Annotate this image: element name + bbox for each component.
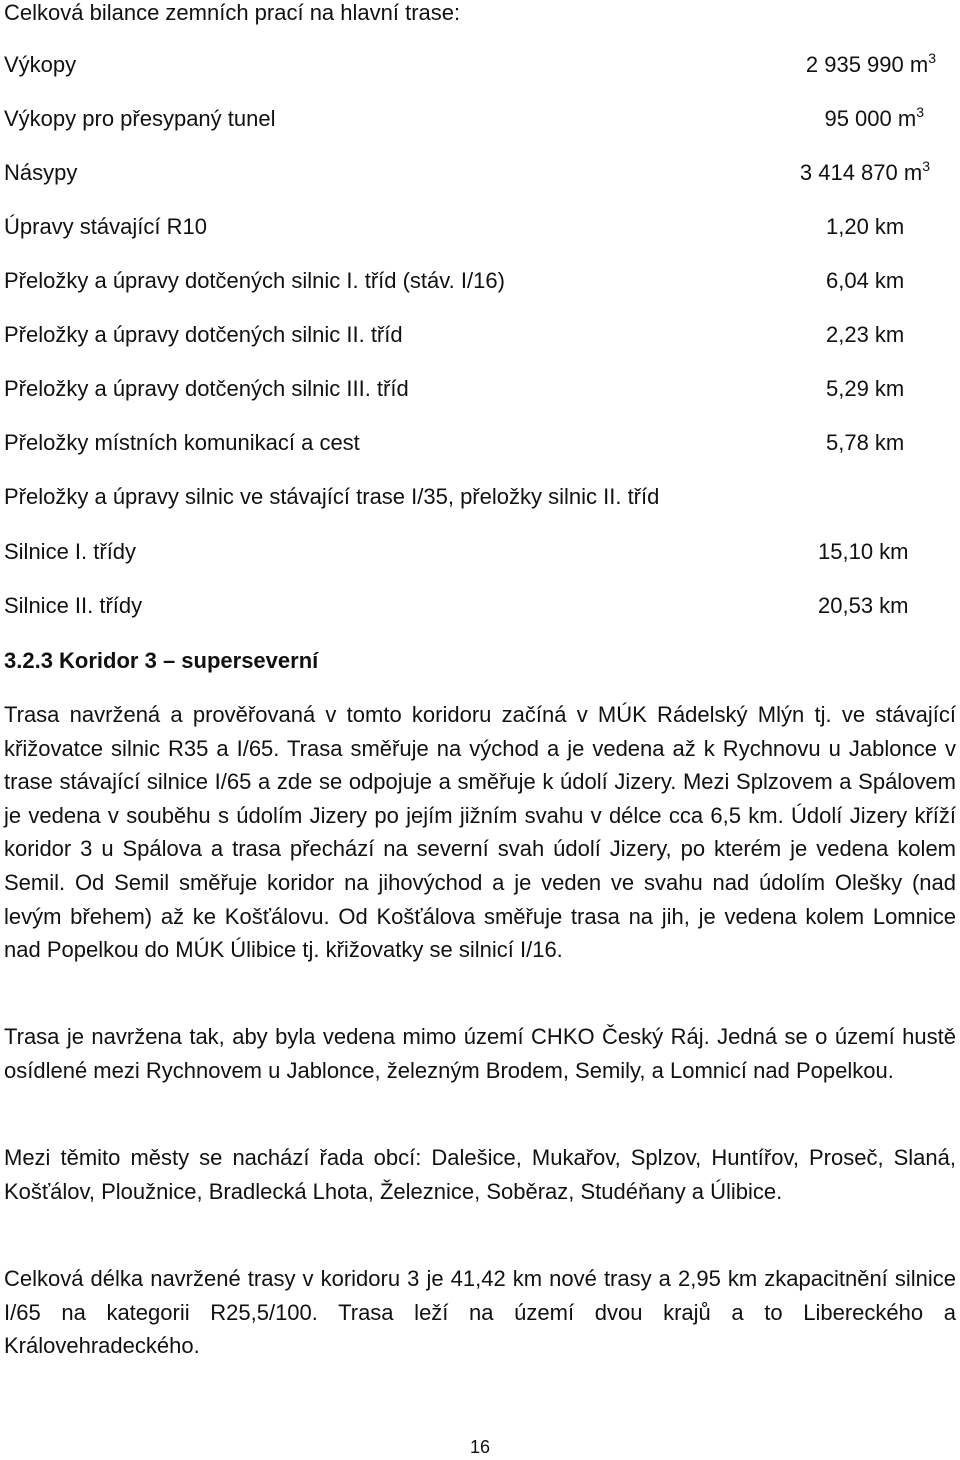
- row-label: Přeložky a úpravy dotčených silnic I. tříd (stáv. I/16): [4, 268, 505, 293]
- page-number: 16: [469, 1437, 491, 1457]
- row-label: Výkopy pro přesypaný tunel: [4, 106, 276, 131]
- road-row-class-1: [4, 537, 954, 567]
- length-row-class-3: [4, 374, 954, 404]
- row-value: 95 000 $m^3$: [824, 104, 924, 131]
- length-row-class-1: [4, 266, 954, 296]
- row-value: 20,53 km: [818, 593, 909, 618]
- volume-row-excavation: [4, 50, 954, 80]
- road-row-class-2: [4, 591, 954, 621]
- paragraph-villages: Mezi těmito městy se nachází řada obcí: Dalešice, Mukařov, Splzov, Huntířov, Proseč, Slaná, Košťálov, Ploužnice, Bradlecká Lhota, Železnice, Soběraz, Studéňany a Úlibice.: [4, 1145, 956, 1204]
- row-label: Násypy: [4, 160, 78, 185]
- paragraph-route-description: Trasa navržená a prověřovaná v tomto koridoru začíná v MÚK Rádelský Mlýn tj. ve stávající křižovatce silnic R35 a I/65. Trasa směřuje na východ a je vedena až k Rychnovu u Jablonce v trase stávající silnice I/65 a zde se odpojuje a směřuje k údolí Jizery. Mezi Splzovem a Spálovem je vedena v souběhu s údolím Jizery po jejím jižním svahu v délce cca 6,5 km. Údolí Jizery kříží koridor 3 u Spálova a trasa přechází na severní svah údolí Jizery, po kterém je vedena kolem Semil. Od Semil směřuje koridor na jihovýchod a je veden ve svahu nad údolím Olešky (nad levým břehem) až ke Košťálovu. Od Košťálova směřuje trasa na jih, je vedena kolem Lomnice nad Popelkou do MÚK Úlibice tj. křižovatky se silnicí I/16.: [4, 702, 956, 963]
- row-label: Úpravy stávající R10: [4, 214, 207, 239]
- row-value: 5,78 km: [826, 430, 905, 455]
- balance-heading: Celková bilance zemních prací na hlavní trase:: [4, 0, 461, 25]
- row-label: Silnice I. třídy: [4, 539, 137, 564]
- row-value: 5,29 km: [826, 376, 905, 401]
- row-value: 1,20 km: [826, 214, 905, 239]
- length-row-local-roads: [4, 428, 954, 458]
- length-row-class-2: [4, 320, 954, 350]
- section-title: 3.2.3 Koridor 3 – superseverní: [4, 648, 319, 673]
- length-row-r10: [4, 212, 954, 242]
- row-value: 2 935 990 $m^3$: [805, 50, 936, 77]
- row-label: Výkopy: [4, 52, 77, 77]
- row-label: Přeložky a úpravy dotčených silnic II. tříd: [4, 322, 403, 347]
- row-label: Přeložky místních komunikací a cest: [4, 430, 360, 455]
- row-label: Přeložky a úpravy dotčených silnic III. tříd: [4, 376, 409, 401]
- paragraph-protected-area: Trasa je navržena tak, aby byla vedena mimo území CHKO Český Ráj. Jedná se o území hustě osídlené mezi Rychnovem u Jablonce, železným Brodem, Semily, a Lomnicí nad Popelkou.: [4, 1024, 956, 1083]
- row-value: 3 414 870 $m^3$: [799, 158, 930, 185]
- volume-row-embankment: [4, 158, 954, 188]
- row-value: 15,10 km: [818, 539, 909, 564]
- row-value: 2,23 km: [826, 322, 905, 347]
- row-value: 6,04 km: [826, 268, 905, 293]
- paragraph-total-length: Celková délka navržené trasy v koridoru 3 je 41,42 km nové trasy a 2,95 km zkapacitnění silnice I/65 na kategorii R25,5/100. Trasa leží na území dvou krajů a to Libereckého a Královehradeckého.: [4, 1266, 956, 1359]
- row-label: Silnice II. třídy: [4, 593, 143, 618]
- volume-row-tunnel: [4, 104, 954, 134]
- relocation-subheading: Přeložky a úpravy silnic ve stávající trase I/35, přeložky silnic II. tříd: [4, 484, 660, 509]
